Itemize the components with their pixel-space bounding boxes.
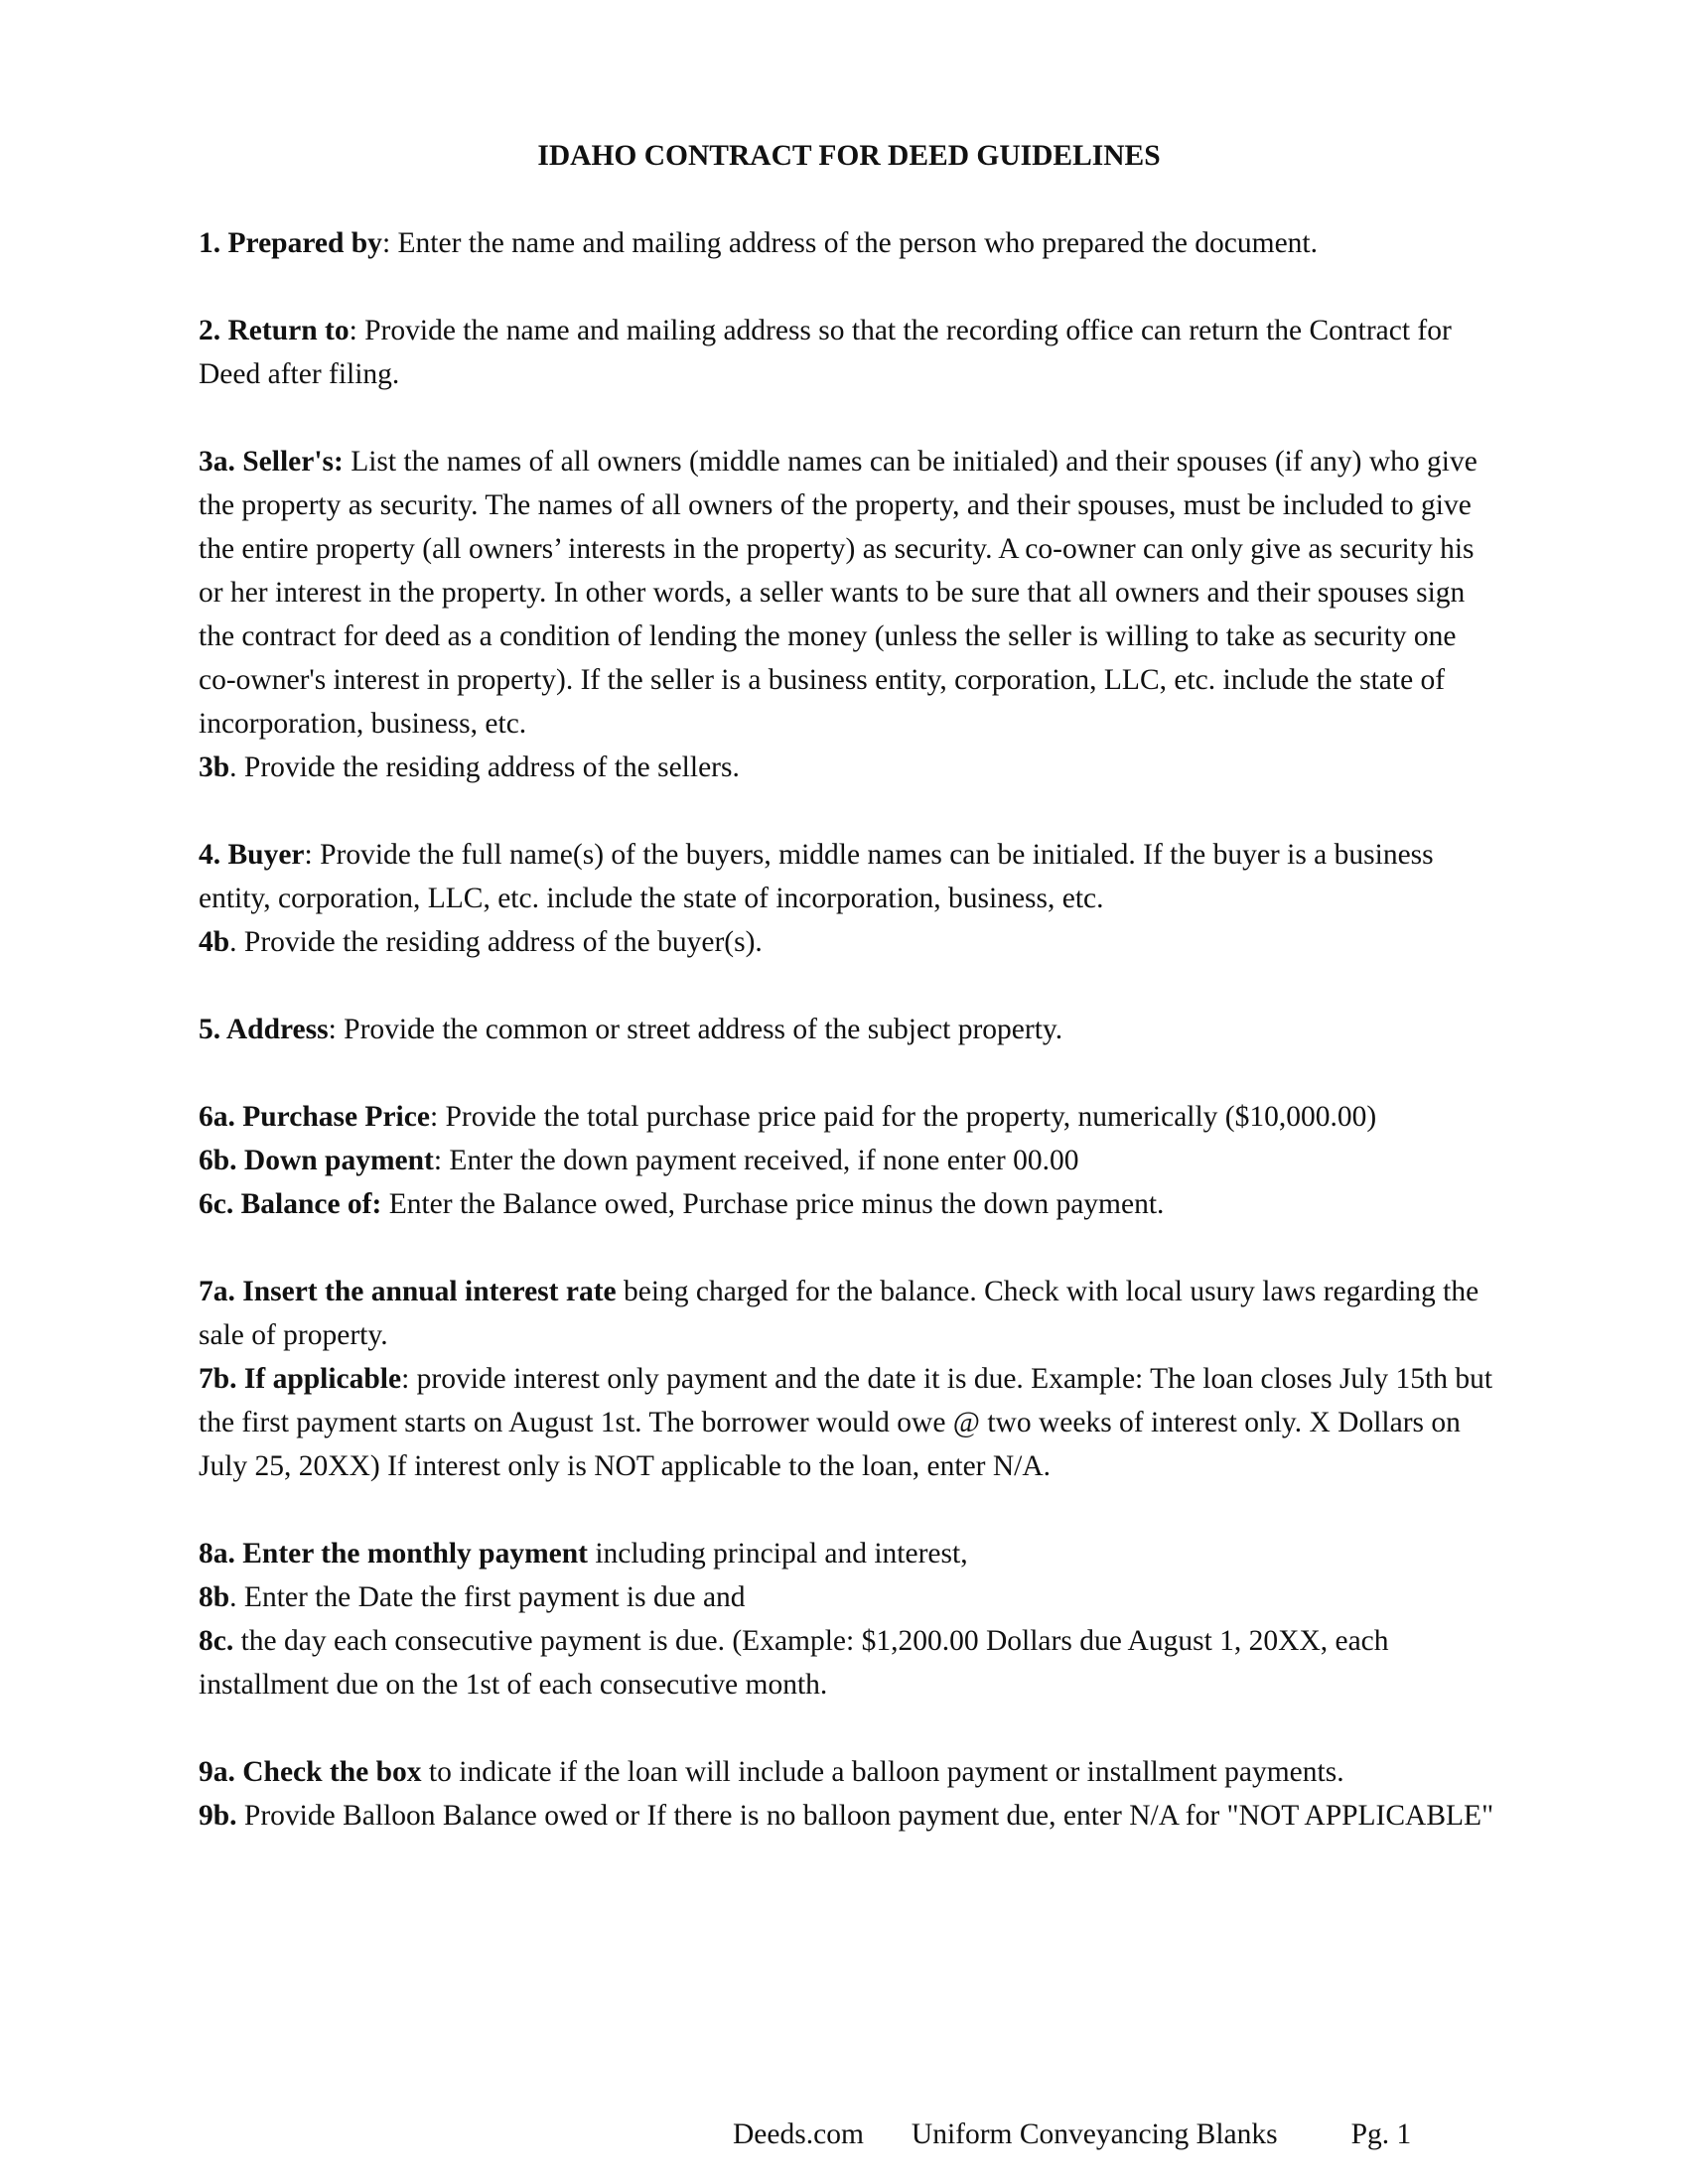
item-label: 8c. [199, 1625, 234, 1657]
item-label: 4b [199, 926, 230, 958]
guideline-item [199, 746, 1499, 789]
item-label: 9b. [199, 1800, 237, 1832]
guideline-item [199, 1182, 1499, 1226]
guideline-item [199, 833, 1499, 920]
item-text: List the names of all owners (middle names can be initialed) and their spouses (if any) who give the property as security. The names of all owners of the property, and their spouses, must be included to give the entire property (all owners’ interests in the property) as security. A co-owner can only give as security his or her interest in the property. In other words, a seller wants to be sure that all owners and their spouses sign the contract for deed as a condition of lending the money (unless the seller is willing to take as security one co-owner's interest in property). If the seller is a business entity, corporation, LLC, etc. include the state of incorporation, business, etc. [199, 446, 1477, 740]
item-label: 8b [199, 1581, 230, 1613]
item-label: 1. Prepared by [199, 227, 382, 259]
item-text: . Provide the residing address of the sellers. [229, 751, 740, 783]
footer-brand: Uniform Conveyancing Blanks [911, 2118, 1278, 2150]
guideline-item [199, 1095, 1499, 1139]
section-sellers [199, 440, 1499, 789]
item-label: 6c. Balance of: [199, 1188, 382, 1220]
guideline-item [199, 920, 1499, 964]
item-label: 3b [199, 751, 230, 783]
guideline-item [199, 1575, 1499, 1619]
section-interest [199, 1270, 1499, 1488]
guideline-item [199, 221, 1499, 265]
item-text: . Provide the residing address of the buyer(s). [229, 926, 763, 958]
item-label: 6b. Down payment [199, 1145, 434, 1176]
document-title: IDAHO CONTRACT FOR DEED GUIDELINES [537, 140, 1161, 172]
document-page [199, 134, 1499, 1881]
item-text: : Provide the full name(s) of the buyers, middle names can be initialed. If the buyer is a business entity, corporation, LLC, etc. include the state of incorporation, business, etc. [199, 839, 1434, 914]
guideline-item [199, 309, 1499, 396]
page-footer [733, 2115, 1411, 2154]
guideline-item [199, 1270, 1499, 1357]
item-text: . Enter the Date the first payment is due and [229, 1581, 746, 1613]
section-address [199, 1008, 1499, 1051]
guideline-item [199, 440, 1499, 746]
item-text: : Provide the name and mailing address so that the recording office can return the Contract for Deed after filing. [199, 315, 1452, 390]
guideline-item [199, 1794, 1499, 1838]
item-text: : Provide the total purchase price paid for the property, numerically ($10,000.00) [429, 1101, 1377, 1133]
item-label: 3a. Seller's: [199, 446, 344, 478]
item-text: : provide interest only payment and the date it is due. Example: The loan closes July 15th but the first payment starts on August 1st. The borrower would owe @ two weeks of interest only. X Dollars on July 25, 20XX) If interest only is NOT applicable to the loan, enter N/A. [199, 1363, 1493, 1482]
item-label: 6a. Purchase Price [199, 1101, 430, 1133]
item-text: : Enter the down payment received, if none enter 00.00 [433, 1145, 1079, 1176]
section-return-to [199, 309, 1499, 396]
item-text: Enter the Balance owed, Purchase price minus the down payment. [381, 1188, 1165, 1220]
item-label: 8a. Enter the monthly payment [199, 1538, 588, 1570]
item-text: being charged for the balance. Check with local usury laws regarding the sale of property. [199, 1276, 1479, 1351]
guideline-item [199, 1357, 1499, 1488]
footer-page-number: Pg. 1 [1350, 2118, 1412, 2150]
item-label: 5. Address [199, 1014, 329, 1045]
item-label: 7b. If applicable [199, 1363, 402, 1395]
item-text: Provide Balloon Balance owed or If there is no balloon payment due, enter N/A for "NOT APPLICABLE" [236, 1800, 1494, 1832]
item-text: to indicate if the loan will include a balloon payment or installment payments. [421, 1756, 1344, 1788]
section-monthly-payment [199, 1532, 1499, 1706]
guideline-item [199, 1139, 1499, 1182]
section-prepared-by [199, 221, 1499, 265]
item-label: 2. Return to [199, 315, 350, 346]
item-text: : Enter the name and mailing address of the person who prepared the document. [381, 227, 1318, 259]
item-label: 9a. Check the box [199, 1756, 422, 1788]
section-balloon [199, 1750, 1499, 1838]
guideline-item [199, 1008, 1499, 1051]
item-label: 7a. Insert the annual interest rate [199, 1276, 617, 1307]
guideline-item [199, 1619, 1499, 1706]
item-text: including principal and interest, [587, 1538, 968, 1570]
guideline-item [199, 1750, 1499, 1794]
section-purchase-price [199, 1095, 1499, 1226]
item-label: 4. Buyer [199, 839, 305, 871]
footer-site: Deeds.com [733, 2118, 864, 2150]
item-text: : Provide the common or street address of the subject property. [328, 1014, 1063, 1045]
section-buyer [199, 833, 1499, 964]
item-text: the day each consecutive payment is due. (Example: $1,200.00 Dollars due August 1, 20XX, each installment due on the 1st of each consecutive month. [199, 1625, 1389, 1701]
guideline-item [199, 1532, 1499, 1575]
